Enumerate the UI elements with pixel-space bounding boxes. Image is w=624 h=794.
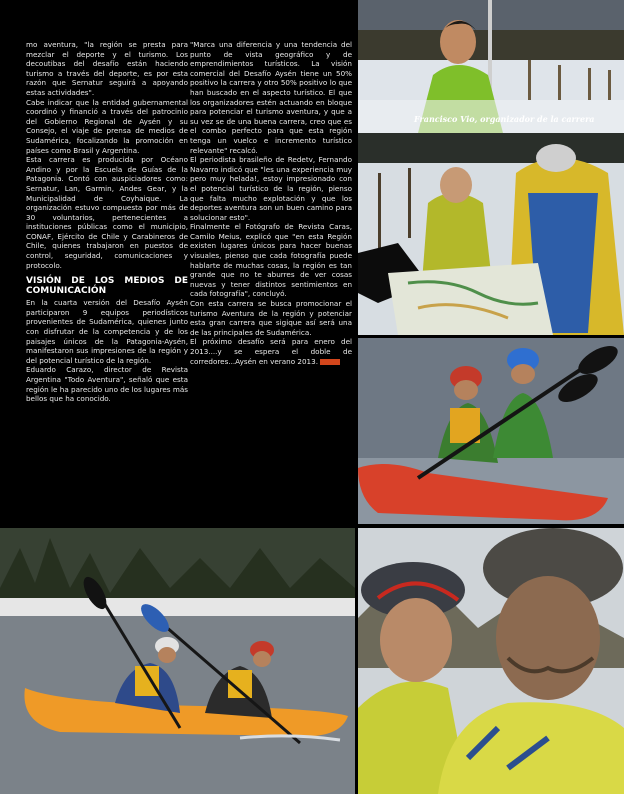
article-column-2 [190, 40, 352, 366]
photo-kayakers-close [358, 338, 624, 524]
paragraph: Esta carrera es producida por Océano Andino y por la Escuela de Guías de la Patagonia. Contó con auspiciadores como: Sernatur, Lan, Garmin, Andes Gear, y la Municipalidad de Coyhaique. La organización estuvo compuesta por más de 30 voluntarios, pertenecientes a instituciones públicas como el municipio, CONAF, Ejército de Chile y Carabineros de Chile, quienes trabajaron en puestos de control, seguridad, comunicaciones y protocolo. [26, 155, 188, 270]
paragraph: Con esta carrera se busca promocionar el turismo Aventura de la región y potenciar esta gran carrera que sigique así será una de las principales de Sudamérica. [190, 299, 352, 337]
paragraph-text: El próximo desafío será para enero del 2013....y se espera el doble de corredores...Aysén en verano 2013. [190, 337, 352, 366]
photo-kayak-lake-image [0, 528, 355, 794]
photo-kayak-lake [0, 528, 355, 794]
paragraph: Eduardo Carazo, director de Revista Argentina "Todo Aventura", señaló que esta región le ha parecido uno de los lugares más bellos que ha conocido. [26, 365, 188, 404]
paragraph-final [190, 337, 352, 366]
paragraph: Cabe indicar que la entidad gubernamental coordinó y financió a través del patrocinio del Gobierno Regional de Aysén y su Consejo, el viaje de prensa de medios de Sudamérica, focalizando la promoción en países como Brasil y Argentina. [26, 97, 188, 155]
photo-map-reading [358, 133, 624, 335]
paragraph: En la cuarta versión del Desafío Aysén participaron 9 equipos periodísticos provenientes de Sudamérica, quienes junto con disfrutar de la competencia y de los paisajes únicos de la Patagonia-Aysén, manifestaron sus impresiones de la región y del potencial turístico de la región. [26, 298, 188, 365]
photo-map-reading-image [358, 133, 624, 335]
section-heading: VISIÓN DE LOS MEDIOS DE COMUNICACIÓN [26, 276, 188, 297]
paragraph: El periodista brasileño de Redetv, Fernando Navarro indicó que "les una experiencia muy pero muy helada!, estoy impresionado con el potencial turístico de la región, pienso que falta mucho explotación y que los deportes aventura son un buen camino para solucionar esto". [190, 155, 352, 222]
photo-caption: Francisco Vio, organizador de la carrera [414, 114, 595, 124]
photo-racers-faces-image [358, 528, 624, 794]
paragraph: mo aventura, "la región se presta para mezclar el deporte y el turismo. Los decoutibas del desafío están haciendo turismo a través del deporte, es por esta razón que Sernatur seguirá a apoyando estas actividades". [26, 40, 188, 97]
photo-kayakers-close-image [358, 338, 624, 524]
end-mark-icon [320, 359, 340, 365]
paragraph: "Marca una diferencia y una tendencia del punto de vista geográfico y de emprendimientos turísticos. La visión comercial del Desafío Aysén tiene un 50% positivo la carrera y otro 50% positivo lo que han buscado en el aspecto turístico. El que los organizadores estén actuando en bloque para potenciar el turismo aventura, y que a su vez se de una buena carrera, creo que es el combo perfecto para que esta región tenga un vuelco e incremento turístico relevante" recalcó. [190, 40, 352, 155]
photo-racers-faces [358, 528, 624, 794]
article-column-1 [26, 40, 188, 404]
paragraph: Finalmente el Fotógrafo de Revista Caras, Camilo Meius, explicó que "en esta Región existen lugares únicos para hacer buenas visuales, pienso que cada fotografía puede hablarte de muchas cosas, la región es tan grande que no te aburres de ver cosas nuevas y tener distintos sentimientos en cada fotografía", concluyó. [190, 222, 352, 299]
